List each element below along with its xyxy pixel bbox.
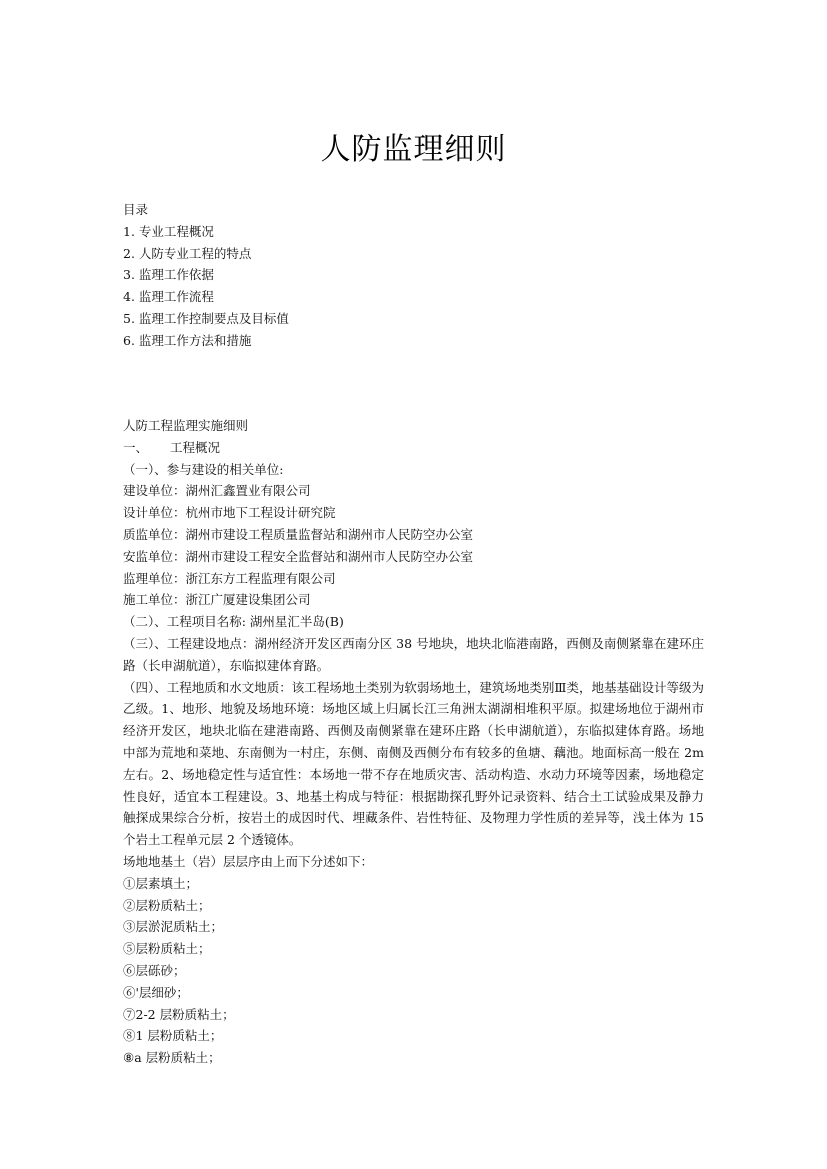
- table-of-contents: [123, 199, 713, 352]
- layer-item: ⑥层砾砂；: [123, 962, 186, 978]
- toc-heading: 目录: [123, 202, 149, 217]
- unit-line: 安监单位：湖州市建设工程安全监督站和湖州市人民防空办公室: [123, 548, 474, 564]
- layers-intro: 场地地基土（岩）层层序由上而下分述如下：: [123, 853, 374, 869]
- layer-item: ③层淤泥质粘土；: [123, 919, 224, 935]
- layer-item: ②层粉质粘土；: [123, 897, 211, 913]
- unit-line: 设计单位：杭州市地下工程设计研究院: [123, 505, 336, 521]
- layer-item: ⑧a 层粉质粘土；: [123, 1050, 221, 1066]
- toc-item: 3. 监理工作依据: [123, 267, 214, 283]
- document-body: [123, 415, 704, 1069]
- layer-item: ⑤层粉质粘土；: [123, 941, 211, 957]
- unit-line: 监理单位：浙江东方工程监理有限公司: [123, 570, 336, 586]
- section-title: 人防工程监理实施细则: [123, 418, 249, 433]
- chapter-heading: [123, 437, 704, 459]
- unit-line: 施工单位：浙江广厦建设集团公司: [123, 592, 311, 608]
- subsection-location: （三）、工程建设地点：湖州经济开发区西南分区 38 号地块，地块北临港南路，西侧及南侧紧靠在建环庄路（长申湖航道），东临拟建体育路。: [123, 635, 704, 673]
- layer-item: ⑥'层细砂；: [123, 984, 189, 1000]
- subsection-units: （一）、参与建设的相关单位:: [123, 461, 284, 477]
- toc-item: 6. 监理工作方法和措施: [123, 332, 252, 348]
- toc-item: 1. 专业工程概况: [123, 223, 214, 239]
- toc-item: 5. 监理工作控制要点及目标值: [123, 310, 289, 326]
- subsection-geology: （四）、工程地质和水文地质：该工程场地土类别为软弱场地土，建筑场地类别Ⅲ类，地基基础设计等级为乙级。1、地形、地貌及场地环境：场地区域上归属长江三角洲太湖湖相堆积平原。拟建场地位于湖州市经济开发区，地块北临在建港南路、西侧及南侧紧靠在建环庄路（长申湖航道），东临拟建体育路。场地中部为荒地和菜地、东南侧为一村庄，东侧、南侧及西侧分布有较多的鱼塘、藕池。地面标高一般在 2m 左右。2、场地稳定性与适宜性：本场地一带不存在地质灾害、活动构造、水动力环境等因素，场地稳定性良好，适宜本工程建设。3、地基土构成与特征：根据勘探孔野外记录资料、结合土工试验成果及静力触探成果综合分析，按岩土的成因时代、埋藏条件、岩性特征、及物理力学性质的差异等，浅土体为 15 个岩土工程单元层 2 个透镜体。: [123, 679, 704, 848]
- layer-item: ⑧1 层粉质粘土；: [123, 1028, 223, 1044]
- toc-item: 4. 监理工作流程: [123, 289, 214, 305]
- subsection-project-name: （二）、工程项目名称: 湖州星汇半岛(B): [123, 614, 344, 630]
- layer-item: ①层素填土；: [123, 875, 199, 891]
- chapter-title: 工程概况: [170, 439, 221, 455]
- chapter-number: 一、: [123, 439, 149, 455]
- unit-line: 质监单位：湖州市建设工程质量监督站和湖州市人民防空办公室: [123, 526, 474, 542]
- toc-item: 2. 人防专业工程的特点: [123, 245, 252, 261]
- document-title: 人防监理细则: [320, 132, 507, 167]
- unit-line: 建设单位：湖州汇鑫置业有限公司: [123, 483, 311, 499]
- layer-item: ⑦2-2 层粉质粘土；: [123, 1006, 235, 1022]
